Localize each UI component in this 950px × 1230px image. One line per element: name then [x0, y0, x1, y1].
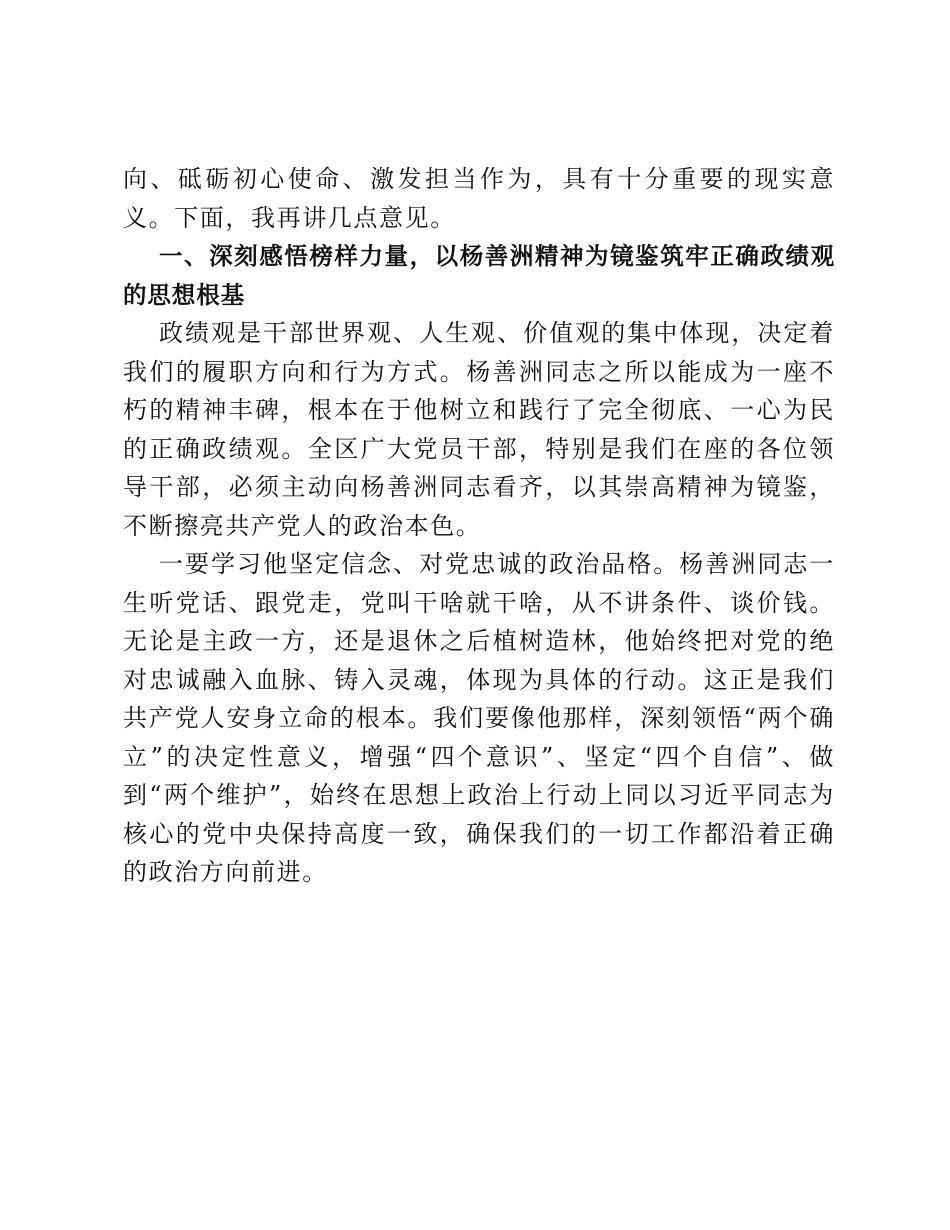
body-paragraph-1: 政绩观是干部世界观、人生观、价值观的集中体现，决定着我们的履职方向和行为方式。杨善洲同志之所以能成为一座不朽的精神丰碑，根本在于他树立和践行了完全彻底、一心为民的正确政绩观。全区广大党员干部，特别是我们在座的各位领导干部，必须主动向杨善洲同志看齐，以其崇高精神为镜鉴，不断擦亮共产党人的政治本色。 — [123, 319, 835, 540]
section-heading: 一、深刻感悟榜样力量，以杨善洲精神为镜鉴筑牢正确政绩观的思想根基 — [123, 242, 835, 309]
document-body — [123, 160, 835, 892]
body-paragraph-2: 一要学习他坚定信念、对党忠诚的政治品格。杨善洲同志一生听党话、跟党走，党叫干啥就干啥，从不讲条件、谈价钱。无论是主政一方，还是退休之后植树造林，他始终把对党的绝对忠诚融入血脉、铸入灵魂，体现为具体的行动。这正是我们共产党人安身立命的根本。我们要像他那样，深刻领悟“两个确立”的决定性意义，增强“四个意识”、坚定“四个自信”、做到“两个维护”，始终在思想上政治上行动上同以习近平同志为核心的党中央保持高度一致，确保我们的一切工作都沿着正确的政治方向前进。 — [123, 550, 835, 886]
intro-paragraph: 向、砥砺初心使命、激发担当作为，具有十分重要的现实意义。下面，我再讲几点意见。 — [123, 165, 835, 232]
